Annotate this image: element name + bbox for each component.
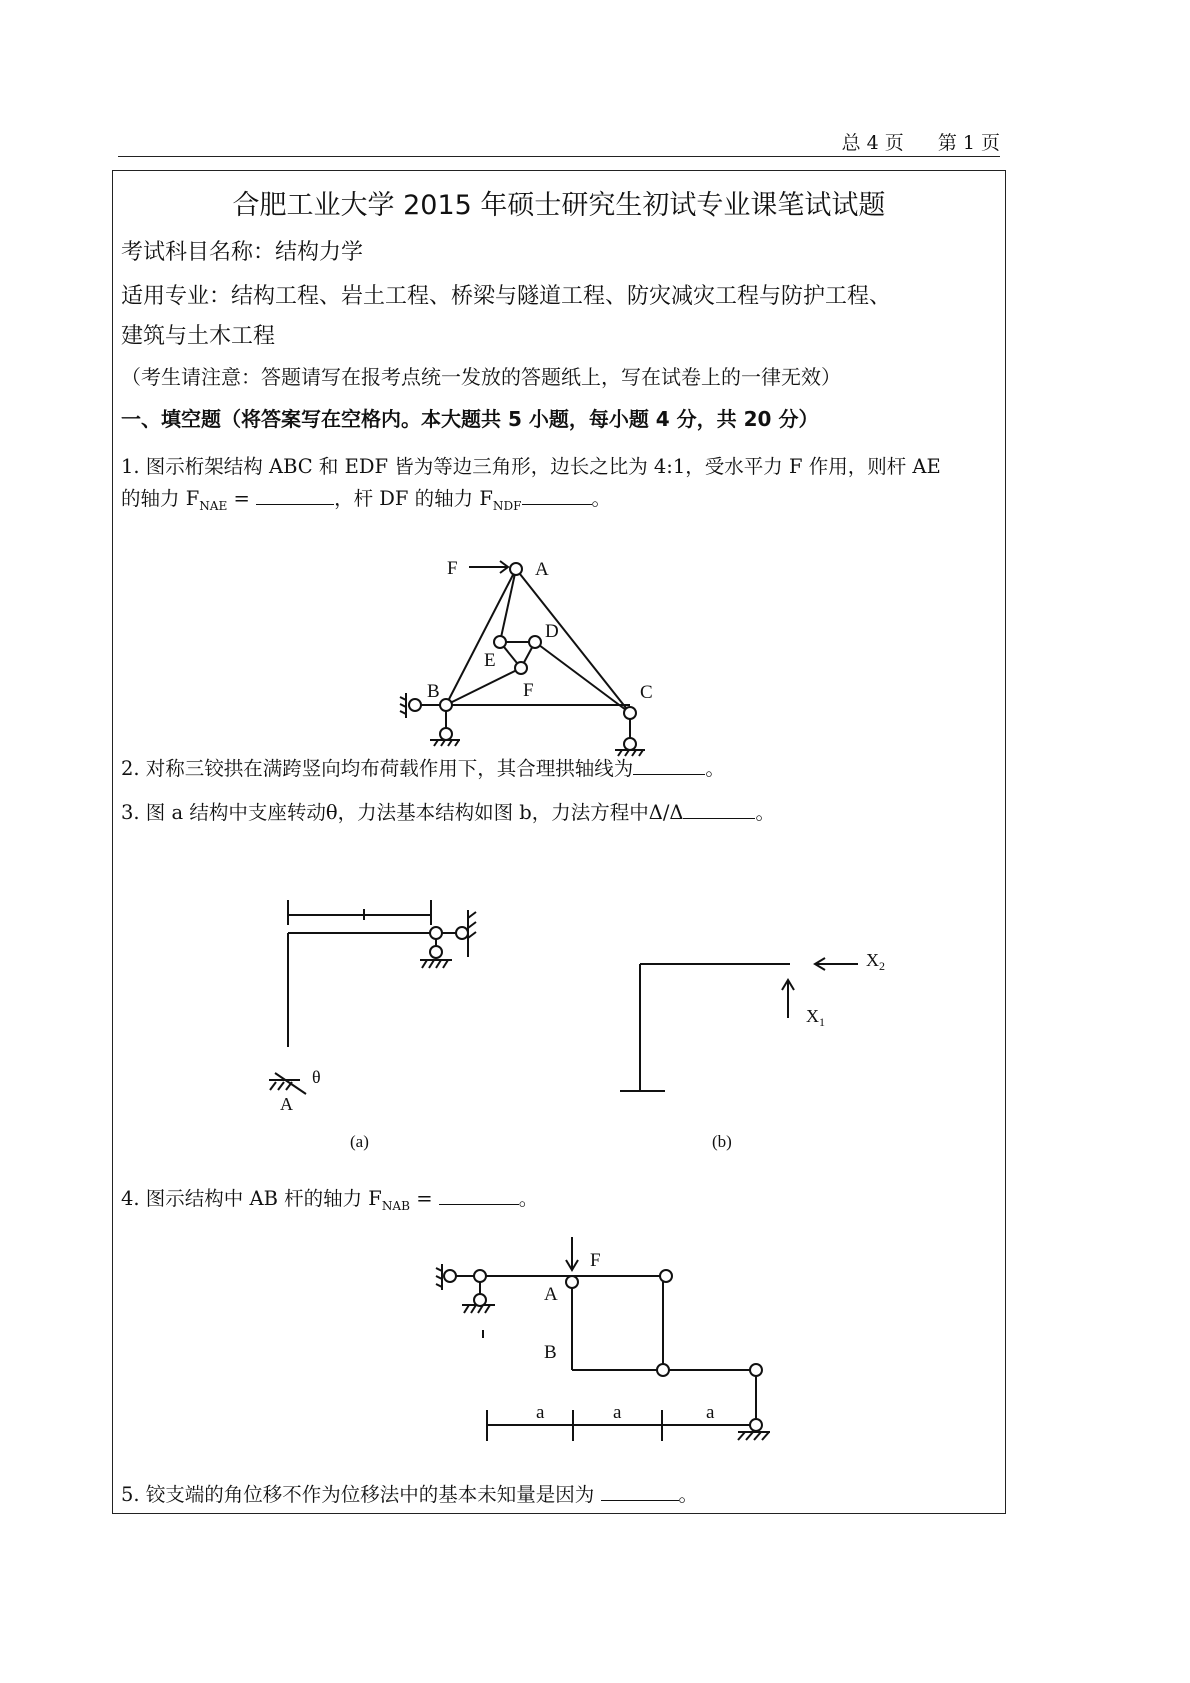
exam-title: 合肥工业大学 2015 年硕士研究生初试专业课笔试试题: [232, 190, 886, 221]
label-x2: $X_2$: [866, 950, 885, 973]
q1-text-a: 的轴力 F: [121, 487, 200, 510]
section-title: 一、填空题（将答案写在空格内。本大题共 5 小题，每小题 4 分，共 20 分）: [121, 407, 819, 431]
q1-sub-ndf: NDF: [492, 498, 522, 513]
q4-sub-nab: NAB: [381, 1198, 411, 1213]
label-a: A: [544, 1284, 558, 1305]
label-load-f: F: [447, 558, 458, 579]
label-f: F: [523, 680, 534, 701]
q3-end: 。: [755, 801, 775, 824]
q2-text: 2. 对称三铰拱在满跨竖向均布荷载作用下，其合理拱轴线为: [121, 757, 634, 780]
question-1-line1: 1. 图示桁架结构 ABC 和 EDF 皆为等边三角形，边长之比为 4:1，受水平力 F 作用，则杆 AE: [121, 455, 941, 478]
label-a: A: [280, 1094, 293, 1114]
q4-text: 4. 图示结构中 AB 杆的轴力 F: [121, 1187, 382, 1210]
dimension-a-2: a: [613, 1402, 622, 1423]
q5-end: 。: [678, 1483, 699, 1506]
q3-text: 3. 图 a 结构中支座转动θ，力法基本结构如图 b，力法方程中Δ/Δ: [121, 801, 684, 824]
label-x1: $X_1$: [806, 1006, 825, 1029]
label-c: C: [640, 682, 653, 703]
label-a: A: [535, 559, 549, 580]
dimension-a-3: a: [706, 1402, 715, 1423]
applicable-majors-line1: 适用专业：结构工程、岩土工程、桥梁与隧道工程、防灾减灾工程与防护工程、: [121, 284, 892, 309]
label-b: B: [544, 1342, 557, 1363]
caption-b: (b): [712, 1132, 732, 1151]
q2-end: 。: [705, 757, 725, 780]
q1-end: 。: [591, 487, 612, 510]
applicable-majors-line2: 建筑与土木工程: [121, 324, 276, 349]
label-d: D: [545, 621, 559, 642]
q1-text-c: ，杆 DF 的轴力 F: [334, 487, 493, 510]
q1-sub-nae: NAE: [199, 498, 228, 513]
rotation-theta: θ: [312, 1067, 321, 1087]
q4-equals: =: [410, 1187, 439, 1210]
caption-a: (a): [350, 1132, 369, 1151]
label-load-f: F: [590, 1250, 601, 1271]
joint-a: [566, 1276, 578, 1288]
exam-subject: 考试科目名称：结构力学: [121, 240, 364, 265]
dimension-a-1: a: [536, 1402, 545, 1423]
q4-end: 。: [518, 1187, 539, 1210]
current-page: 第 1 页: [937, 132, 1000, 154]
label-e: E: [484, 650, 496, 671]
label-b: B: [427, 681, 440, 702]
exam-notice: （考生请注意：答题请写在报考点统一发放的答题纸上，写在试卷上的一律无效）: [121, 365, 841, 389]
total-pages: 总 4 页: [841, 132, 904, 154]
q1-equals: =: [227, 487, 257, 510]
q5-text: 5. 铰支端的角位移不作为位移法中的基本未知量是因为: [121, 1483, 601, 1506]
